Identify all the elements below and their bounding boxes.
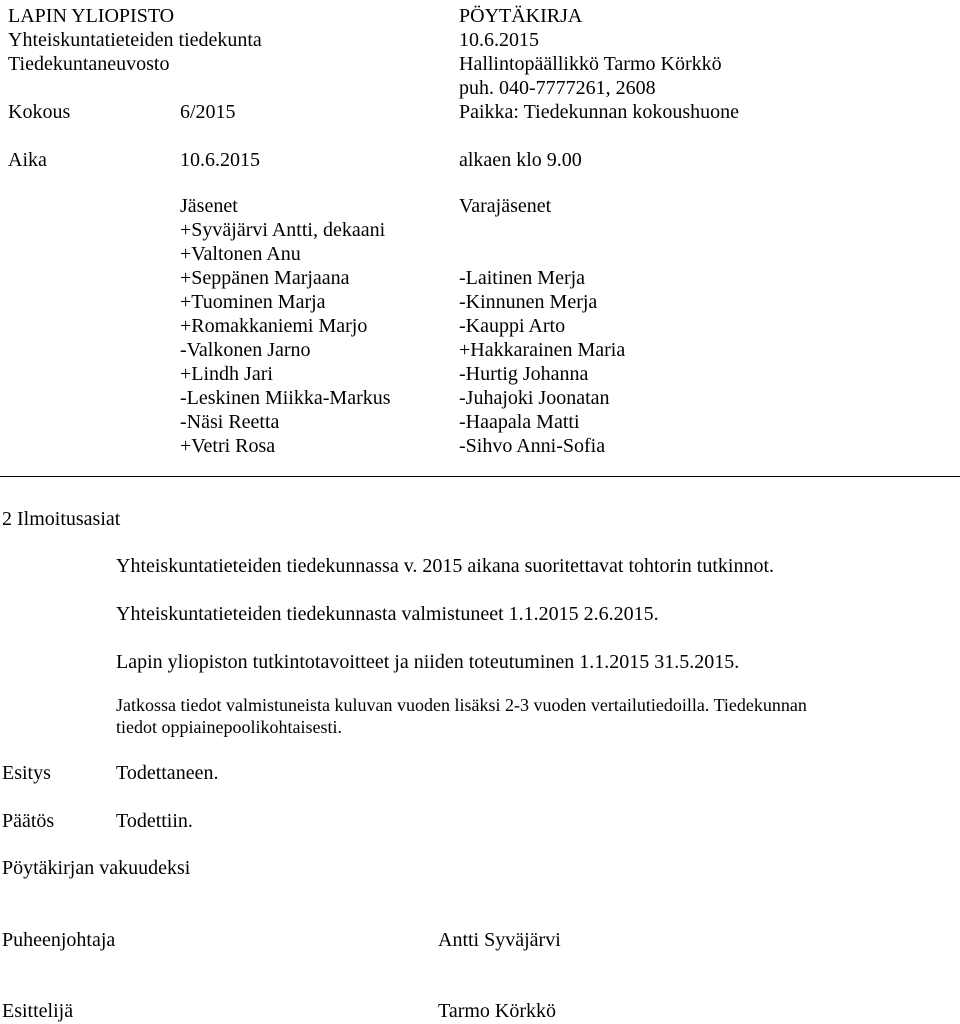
member-item: -Valkonen Jarno — [180, 339, 311, 361]
document-date: 10.6.2015 — [459, 29, 539, 51]
member-item: +Vetri Rosa — [180, 435, 276, 457]
member-item: +Seppänen Marjaana — [180, 267, 350, 289]
kokous-value: 6/2015 — [180, 101, 236, 123]
signatures-title: Pöytäkirjan vakuudeksi — [2, 857, 191, 879]
note-line: tiedot oppiainepoolikohtaisesti. — [116, 717, 342, 737]
aika-label: Aika — [8, 149, 47, 171]
member-item: +Valtonen Anu — [180, 243, 301, 265]
member-item: -Näsi Reetta — [180, 411, 280, 433]
start-time: alkaen klo 9.00 — [459, 149, 582, 171]
faculty-name: Yhteiskuntatieteiden tiedekunta — [8, 29, 262, 51]
paatos-label: Päätös — [2, 810, 55, 832]
deputies-title: Varajäsenet — [459, 195, 552, 217]
esitys-label: Esitys — [2, 762, 51, 784]
chair-label: Puheenjohtaja — [2, 929, 116, 951]
document-type: PÖYTÄKIRJA — [459, 5, 583, 27]
council-name: Tiedekuntaneuvosto — [8, 53, 170, 75]
note-line: Jatkossa tiedot valmistuneista kuluvan vuoden lisäksi 2-3 vuoden vertailutiedoilla. Tiedekunnan — [116, 695, 807, 715]
section-title: 2 Ilmoitusasiat — [2, 508, 121, 530]
deputy-item: -Juhajoki Joonatan — [459, 387, 610, 409]
deputy-item: +Hakkarainen Maria — [459, 339, 626, 361]
members-title: Jäsenet — [180, 195, 238, 217]
member-item: +Lindh Jari — [180, 363, 273, 385]
paatos-value: Todettiin. — [116, 810, 193, 832]
esitys-value: Todettaneen. — [116, 762, 219, 784]
kokous-label: Kokous — [8, 101, 71, 123]
presenter-label: Esittelijä — [2, 1000, 74, 1022]
notice-item: Lapin yliopiston tutkintotavoitteet ja niiden toteutuminen 1.1.2015 31.5.2015. — [116, 651, 740, 673]
member-item: +Tuominen Marja — [180, 291, 326, 313]
aika-value: 10.6.2015 — [180, 149, 260, 171]
contact-name: Hallintopäällikkö Tarmo Körkkö — [459, 53, 722, 75]
member-item: +Syväjärvi Antti, dekaani — [180, 219, 386, 241]
notice-item: Yhteiskuntatieteiden tiedekunnassa v. 2015 aikana suoritettavat tohtorin tutkinnot. — [116, 555, 774, 577]
presenter-name: Tarmo Körkkö — [438, 1000, 557, 1022]
member-item: -Leskinen Miikka-Markus — [180, 387, 391, 409]
deputy-item: -Kauppi Arto — [459, 315, 566, 337]
chair-name: Antti Syväjärvi — [438, 929, 561, 951]
deputy-item: -Hurtig Johanna — [459, 363, 589, 385]
deputy-item: -Kinnunen Merja — [459, 291, 598, 313]
deputy-item: -Sihvo Anni-Sofia — [459, 435, 606, 457]
notice-item: Yhteiskuntatieteiden tiedekunnasta valmistuneet 1.1.2015 2.6.2015. — [116, 603, 659, 625]
deputy-item: -Haapala Matti — [459, 411, 580, 433]
meeting-place: Paikka: Tiedekunnan kokoushuone — [459, 101, 739, 123]
contact-phone: puh. 040-7777261, 2608 — [459, 77, 656, 99]
university-name: LAPIN YLIOPISTO — [8, 5, 175, 27]
member-item: +Romakkaniemi Marjo — [180, 315, 368, 337]
divider — [0, 476, 960, 477]
deputy-item: -Laitinen Merja — [459, 267, 586, 289]
